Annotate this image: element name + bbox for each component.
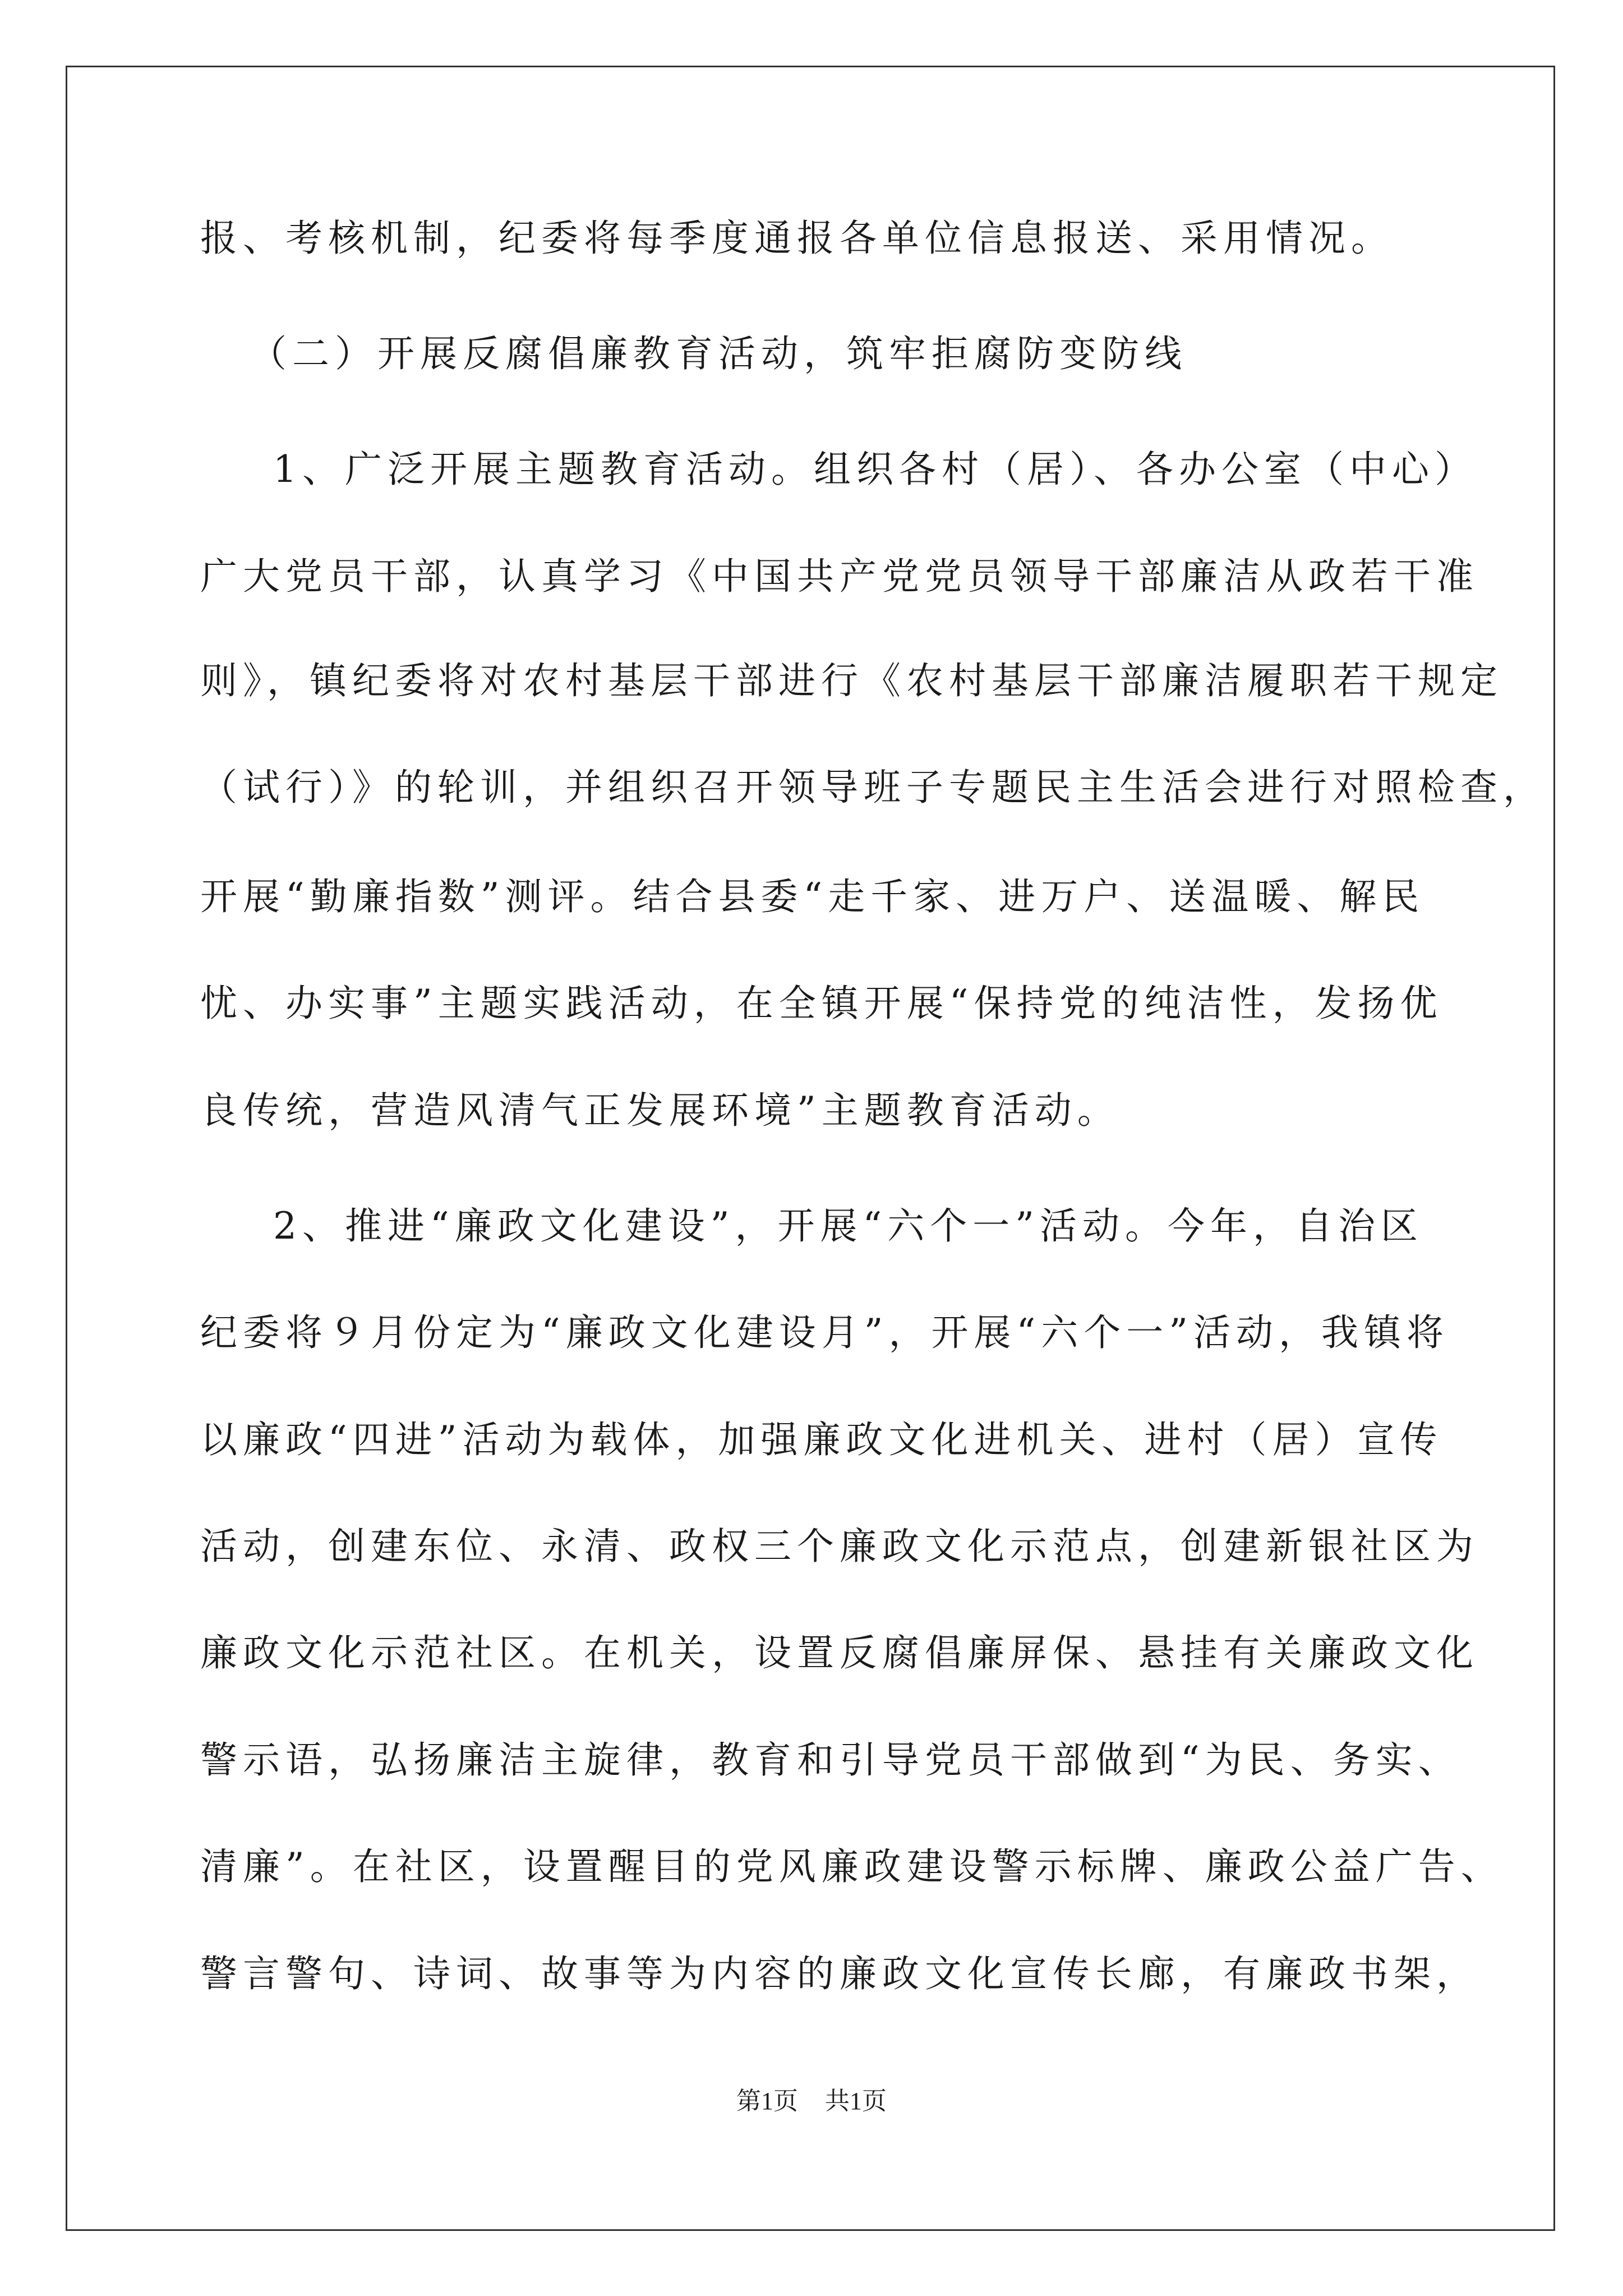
page-number: 第1页 (736, 2087, 798, 2115)
body-line: 则》，镇纪委将对农村基层干部进行《农村基层干部廉洁履职若干规定 (200, 659, 1503, 702)
page-total: 共1页 (825, 2087, 887, 2115)
body-line: 开展“勤廉指数”测评。结合县委“走千家、进万户、送温暖、解民 (200, 875, 1425, 918)
body-line: 良传统，营造风清气正发展环境”主题教育活动。 (200, 1089, 1120, 1132)
body-line: 广大党员干部，认真学习《中国共产党党员领导干部廉洁从政若干准 (200, 555, 1479, 598)
body-line: 警示语，弘扬廉洁主旋律，教育和引导党员干部做到“为民、务实、 (200, 1738, 1461, 1782)
body-line: 警言警句、诗词、故事等为内容的廉政文化宣传长廊，有廉政书架， (200, 1952, 1479, 1995)
paragraph-start: 1、广泛开展主题教育活动。组织各村（居）、各办公室（中心） (273, 448, 1477, 491)
page-frame (66, 66, 1555, 2231)
body-line: （试行）》的轮训，并组织召开领导班子专题民主生活会进行对照检查， (200, 766, 1546, 809)
body-line: 清廉”。在社区，设置醒目的党风廉政建设警示标牌、廉政公益广告、 (200, 1845, 1504, 1888)
body-line: 廉政文化示范社区。在机关，设置反腐倡廉屏保、悬挂有关廉政文化 (200, 1631, 1479, 1674)
body-line: 以廉政“四进”活动为载体，加强廉政文化进机关、进村（居）宣传 (200, 1418, 1443, 1461)
body-line: 报、考核机制，纪委将每季度通报各单位信息报送、采用情况。 (200, 217, 1394, 260)
body-line: 忧、办实事”主题实践活动，在全镇开展“保持党的纯洁性，发扬优 (200, 982, 1443, 1025)
paragraph-start: 2、推进“廉政文化建设”，开展“六个一”活动。今年，自治区 (273, 1204, 1423, 1248)
section-heading: （二）开展反腐倡廉教育活动，筑牢拒腐防变防线 (250, 332, 1187, 375)
page-footer (0, 2087, 1623, 2116)
body-line: 活动，创建东位、永清、政权三个廉政文化示范点，创建新银社区为 (200, 1525, 1479, 1568)
body-line: 纪委将９月份定为“廉政文化建设月”，开展“六个一”活动，我镇将 (200, 1311, 1449, 1354)
